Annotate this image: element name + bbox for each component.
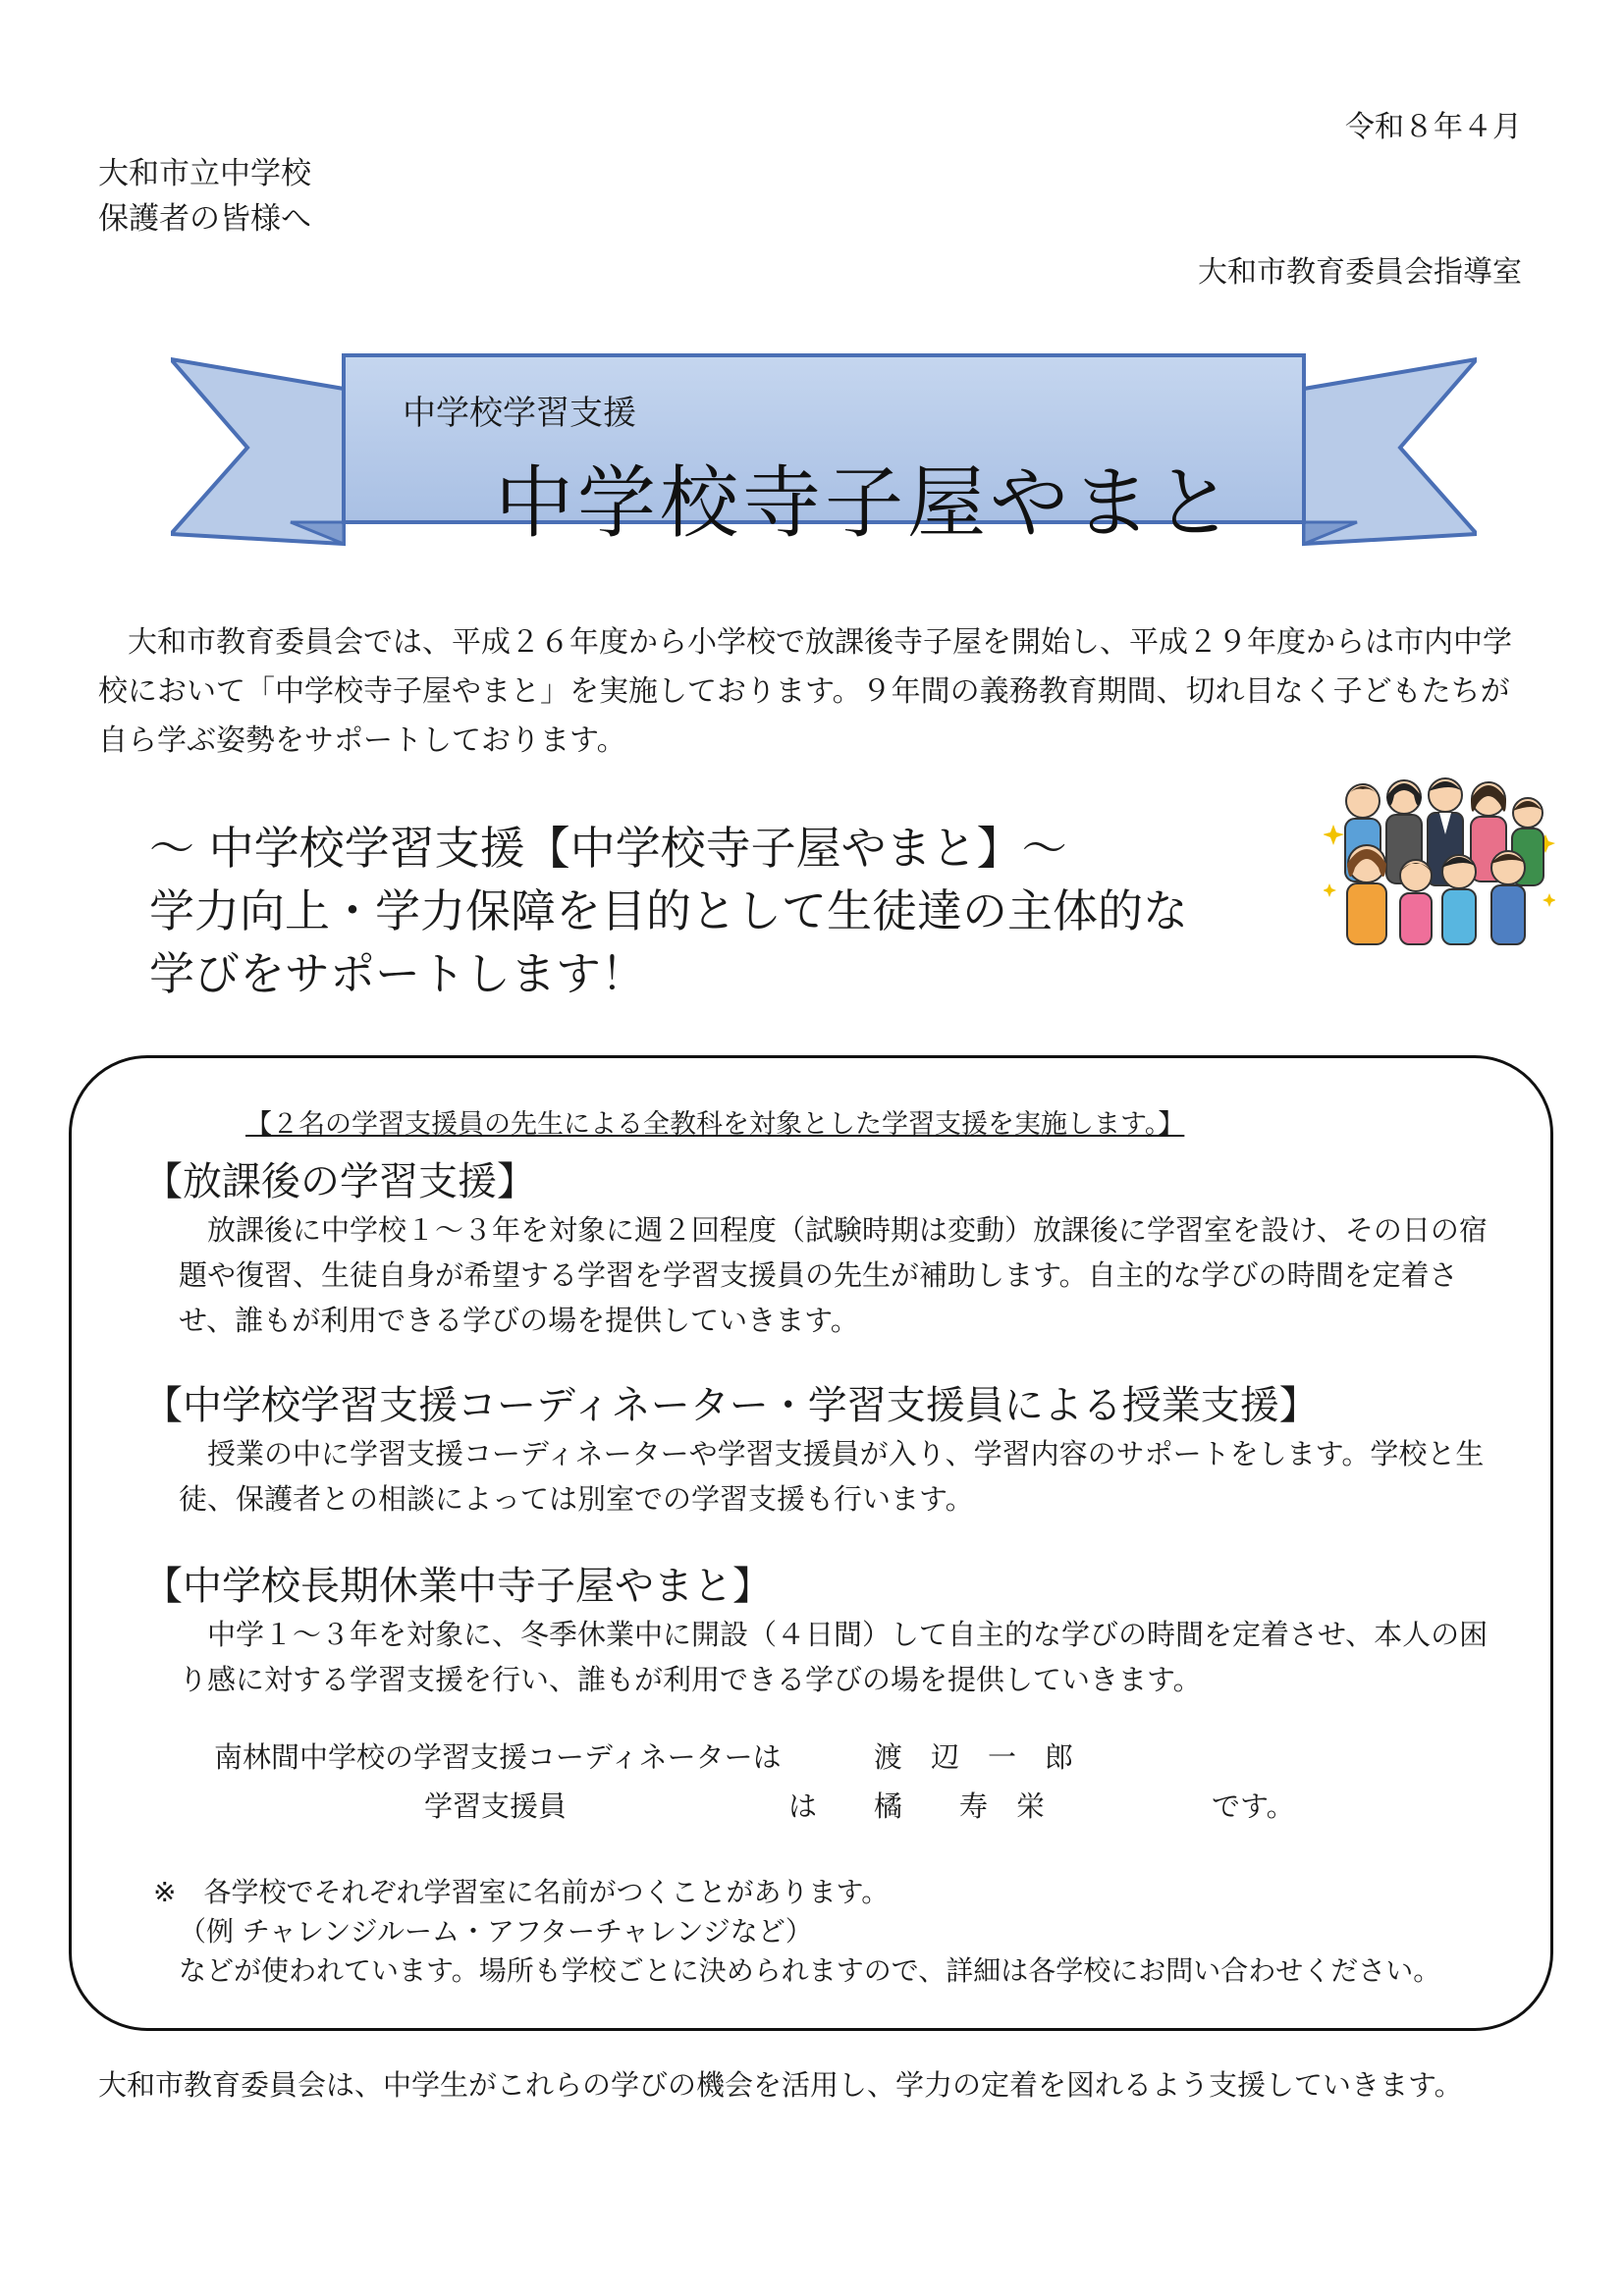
box-heading: 【２名の学習支援員の先生による全教科を対象とした学習支援を実施します。】: [245, 1109, 1185, 1140]
staff-label: 学習支援員: [424, 1789, 568, 1823]
section-body-holiday: 中学１～３年を対象に、冬季休業中に開設（４日間）して自主的な学びの時間を定着させ、本人の困り感に対する学習支援を行い、誰もが利用できる学びの場を提供していきます。: [179, 1618, 1489, 1696]
note-line-1: ※ 各学校でそれぞれ学習室に名前がつくことがあります。: [153, 1876, 890, 1908]
sender: 大和市教育委員会指導室: [1198, 255, 1522, 290]
person-front-3: [1441, 855, 1477, 944]
section-body-after-school: 放課後に中学校１～３年を対象に週２回程度（試験時期は変動）放課後に学習室を設け、その日の宿題や復習、生徒自身が希望する学習を学習支援員の先生が補助します。自主的な学びの時間を定着させ、誰もが利用できる学びの場を提供していきます。: [179, 1213, 1488, 1337]
coordinator-label: 南林間中学校の学習支援コーディネーターは: [214, 1740, 782, 1774]
section-title-after-school: 【放課後の学習支援】: [143, 1159, 536, 1204]
tagline-line-2: 学力向上・学力保障を目的として生徒達の主体的な: [149, 884, 1188, 937]
recipient: [98, 151, 311, 241]
section-title-class-support: 【中学校学習支援コーディネーター・学習支援員による授業支援】: [143, 1383, 1319, 1428]
staff-particle: は: [788, 1789, 818, 1823]
staff-suffix: です。: [1212, 1789, 1295, 1823]
banner-subtitle: 中学校学習支援: [403, 394, 636, 433]
intro-paragraph: 大和市教育委員会では、平成２６年度から小学校で放課後寺子屋を開始し、平成２９年度からは市内中学校において「中学校寺子屋やまと」を実施しております。９年間の義務教育期間、切れ目なく子どもたちが自ら学ぶ姿勢をサポートしております。: [98, 625, 1512, 758]
people-illustration: [1324, 766, 1555, 946]
tagline-line-3: 学びをサポートします！: [149, 947, 646, 1000]
ribbon-left-tail: [171, 359, 344, 544]
ribbon-right-tail: [1304, 359, 1477, 544]
coordinator-name: 渡 辺 一 郎: [874, 1740, 1074, 1774]
footer-statement: 大和市教育委員会は、中学生がこれらの学びの機会を活用し、学力の定着を図れるよう支援していきます。: [98, 2068, 1463, 2102]
person-front-2: [1399, 860, 1433, 944]
tagline-line-1: ～ 中学校学習支援【中学校寺子屋やまと】～: [149, 822, 1067, 875]
note-line-3: などが使われています。場所も学校ごとに決められますので、詳細は各学校にお問い合わせください。: [179, 1954, 1441, 1987]
staff-name: 橘 寿 栄: [874, 1789, 1046, 1823]
section-body-class-support: 授業の中に学習支援コーディネーターや学習支援員が入り、学習内容のサポートをします。学校と生徒、保護者との相談によっては別室での学習支援も行います。: [179, 1437, 1485, 1516]
recipient-school: 大和市立中学校: [98, 156, 311, 191]
tagline: [149, 817, 1318, 1005]
document-date: 令和８年４月: [1345, 110, 1522, 144]
person-front-1: [1347, 845, 1386, 944]
note-line-2: （例 チャレンジルーム・アフターチャレンジなど）: [179, 1915, 813, 1948]
recipient-guardians: 保護者の皆様へ: [98, 201, 311, 237]
banner-title: 中学校寺子屋やまと: [495, 457, 1237, 549]
section-title-holiday: 【中学校長期休業中寺子屋やまと】: [143, 1564, 772, 1609]
person-front-4: [1490, 851, 1526, 944]
